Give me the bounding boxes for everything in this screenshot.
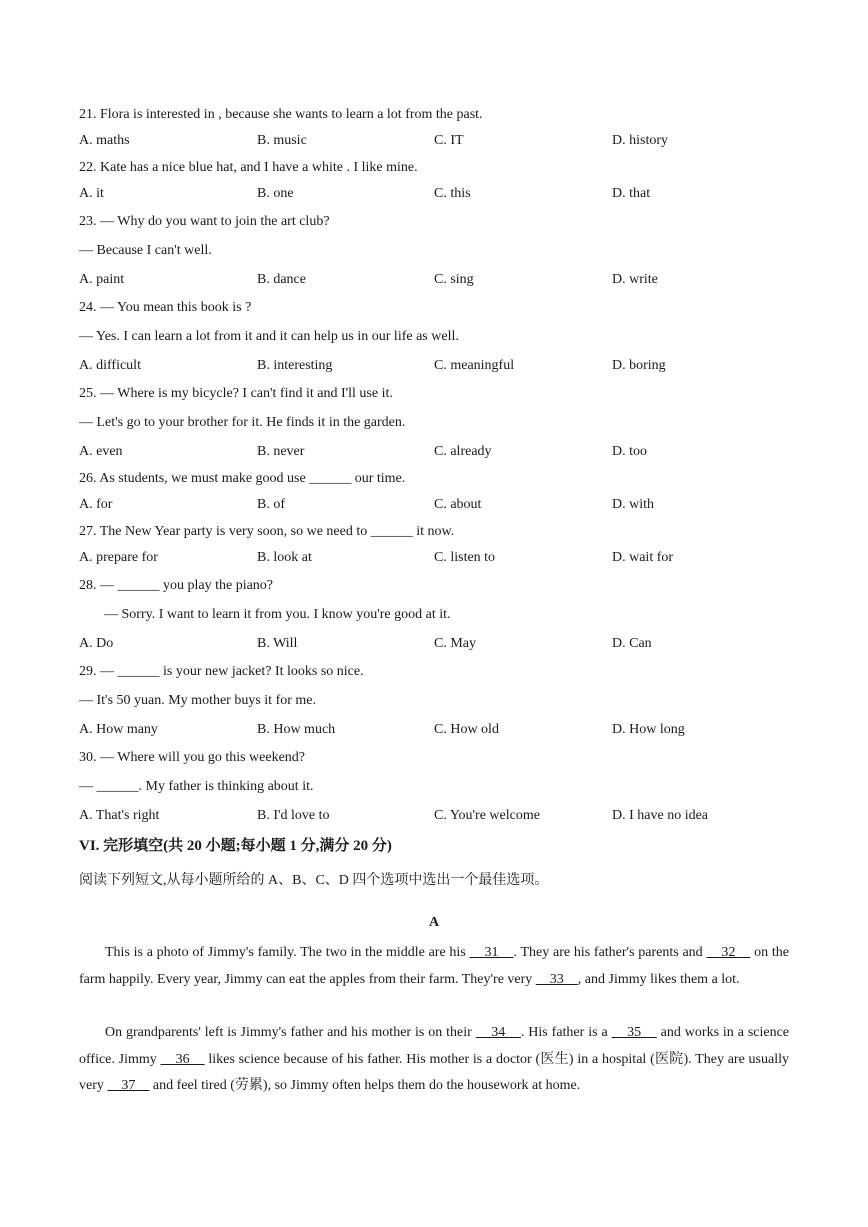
blank-31: 31 [469,945,514,960]
question-28-options [79,635,799,653]
option-d: D. wait for [612,550,674,565]
option-a: A. for [79,497,113,512]
option-a: A. even [79,444,123,459]
option-d: D. boring [612,358,666,373]
question-28-reply: — Sorry. I want to learn it from you. I know you're good at it. [104,607,451,622]
option-a: A. That's right [79,808,160,823]
passage-text: likes science because of his father. His mother is a doctor (医生) in a hospital (医院). They are usually very [79,1051,789,1093]
option-d: D. Can [612,636,652,651]
option-c: C. You're welcome [434,808,540,823]
question-24-stem: 24. — You mean this book is ? [79,300,252,315]
option-b: B. music [257,133,307,148]
option-b: B. Will [257,636,298,651]
question-27-options [79,549,799,567]
option-c: C. How old [434,722,499,737]
question-30-options [79,807,799,825]
question-23-options [79,271,799,289]
passage-label: A [428,915,440,930]
option-c: C. IT [434,133,464,148]
option-b: B. look at [257,550,312,565]
question-22-stem: 22. Kate has a nice blue hat, and I have a white . I like mine. [79,160,418,175]
question-29-reply: — It's 50 yuan. My mother buys it for me. [79,693,316,708]
option-d: D. history [612,133,668,148]
option-a: A. it [79,186,104,201]
option-a: A. paint [79,272,125,287]
question-22-options [79,185,799,203]
option-c: C. this [434,186,471,201]
option-b: B. dance [257,272,306,287]
question-23-stem: 23. — Why do you want to join the art club? [79,214,330,229]
option-d: D. too [612,444,647,459]
option-a: A. Do [79,636,114,651]
question-26-options [79,496,799,514]
passage-paragraph-2 [79,1020,789,1100]
question-25-stem: 25. — Where is my bicycle? I can't find it and I'll use it. [79,386,393,401]
blank-37: 37 [107,1078,150,1093]
passage-paragraph-1 [79,940,789,993]
question-24-options [79,357,799,375]
question-21-stem: 21. Flora is interested in , because she wants to learn a lot from the past. [79,107,483,122]
option-c: C. meaningful [434,358,515,373]
question-30-stem: 30. — Where will you go this weekend? [79,750,306,765]
passage-text: . His father is a [520,1025,612,1040]
question-27-stem: 27. The New Year party is very soon, so we need to ______ it now. [79,524,455,539]
blank-36: 36 [160,1051,205,1067]
option-d: D. with [612,497,654,512]
passage-text: . They are his father's parents and [513,945,707,960]
section-instruction: 阅读下列短文,从每小题所给的 A、B、C、D 四个选项中选出一个最佳选项。 [79,873,549,888]
blank-35: 35 [611,1025,657,1040]
question-25-reply: — Let's go to your brother for it. He finds it in the garden. [79,415,406,430]
question-23-reply: — Because I can't well. [79,243,212,258]
passage-text: On grandparents' left is Jimmy's father and his mother is on their [105,1025,476,1040]
option-b: B. never [257,444,305,459]
option-d: D. that [612,186,651,201]
question-24-reply: — Yes. I can learn a lot from it and it can help us in our life as well. [79,329,459,344]
question-25-options [79,443,799,461]
option-c: C. sing [434,272,474,287]
option-d: D. How long [612,722,685,737]
option-b: B. one [257,186,294,201]
passage-text: and feel tired (劳累), so Jimmy often helps them do the housework at home. [149,1078,581,1093]
question-21-options [79,132,799,150]
option-a: A. How many [79,722,158,737]
question-28-stem: 28. — ______ you play the piano? [79,578,274,593]
option-c: C. listen to [434,550,496,565]
blank-33: 33 [535,971,578,987]
option-a: A. maths [79,133,130,148]
option-b: B. I'd love to [257,808,330,823]
question-29-stem: 29. — ______ is your new jacket? It looks so nice. [79,664,364,679]
blank-32: 32 [706,945,751,960]
option-c: C. already [434,444,492,459]
option-b: B. How much [257,722,336,737]
option-d: D. write [612,272,658,287]
option-b: B. of [257,497,285,512]
option-a: A. prepare for [79,550,158,565]
blank-34: 34 [475,1025,521,1040]
passage-text: on the farm happily. Every year, Jimmy can eat the apples from their farm. They're very [79,945,790,987]
passage-text: This is a photo of Jimmy's family. The two in the middle are his [105,945,470,960]
passage-text: and works in a science office. Jimmy [79,1025,790,1067]
passage-text: , and Jimmy likes them a lot. [577,971,740,987]
option-a: A. difficult [79,358,141,373]
question-29-options [79,721,799,739]
option-c: C. May [434,636,476,651]
section-title: VI. 完形填空(共 20 小题;每小题 1 分,满分 20 分) [79,838,392,854]
question-30-reply: — ______. My father is thinking about it. [79,779,314,794]
option-c: C. about [434,497,482,512]
option-b: B. interesting [257,358,333,373]
option-d: D. I have no idea [612,808,709,823]
question-26-stem: 26. As students, we must make good use ______ our time. [79,471,406,486]
